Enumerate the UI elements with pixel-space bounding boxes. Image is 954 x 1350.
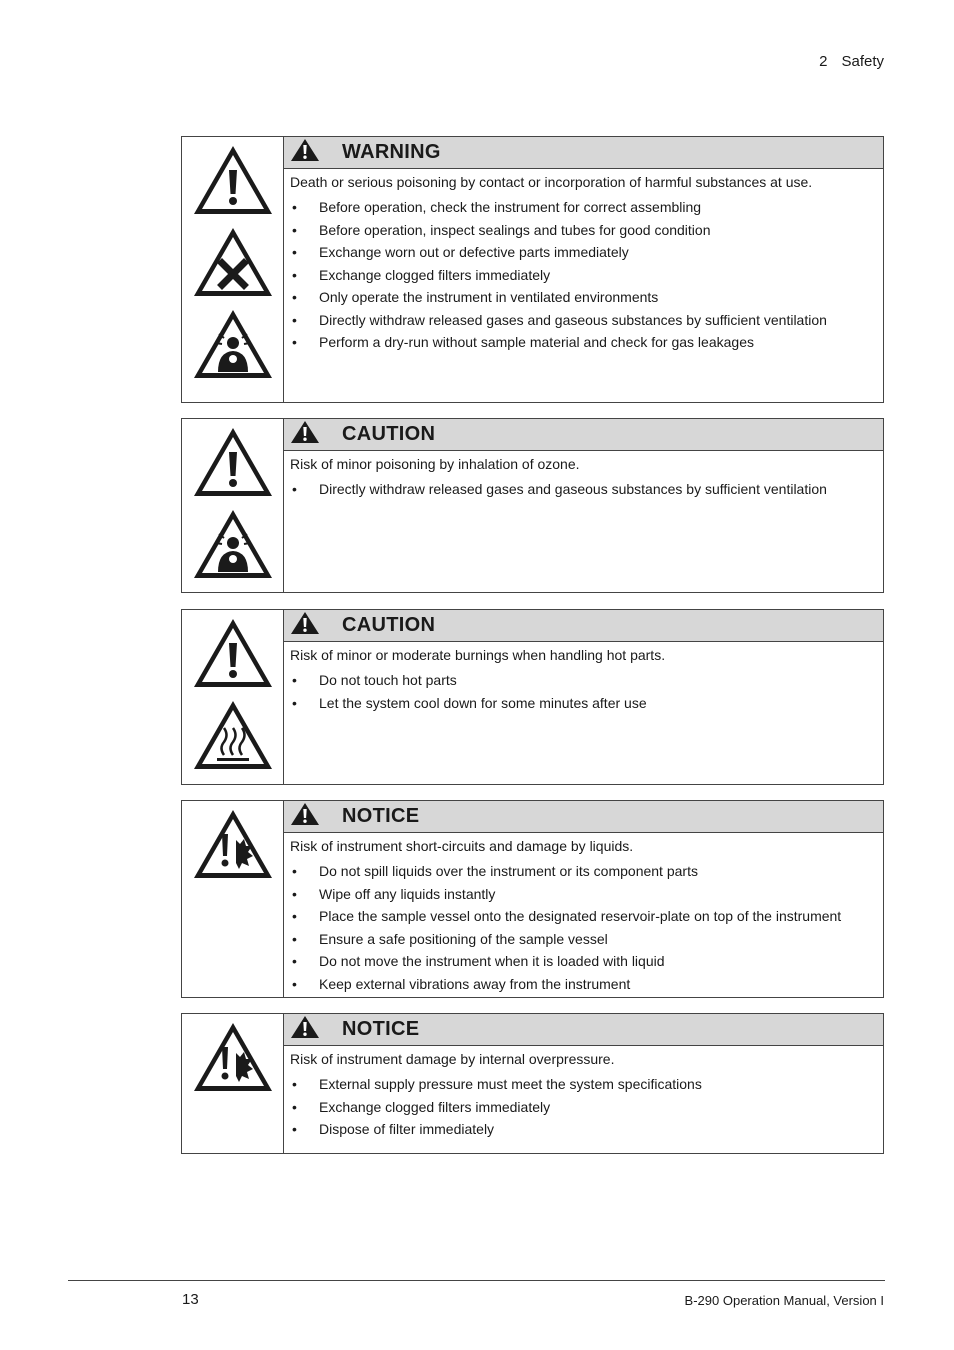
general-warning-icon	[191, 142, 275, 224]
notice-content	[284, 419, 883, 592]
harmful-substance-icon	[191, 224, 275, 306]
notice-content	[284, 801, 883, 997]
notice-description: Risk of instrument damage by internal overpressure.	[290, 1051, 615, 1067]
notice-title-bar	[284, 137, 883, 169]
list-item: • Ensure a safe positioning of the sample vessel	[290, 928, 877, 951]
notice-list	[284, 669, 883, 714]
notice-list	[284, 860, 883, 995]
notice-title: NOTICE	[342, 805, 420, 827]
hazard-icons-column	[182, 801, 284, 997]
list-item: • Wipe off any liquids instantly	[290, 883, 877, 906]
safety-notice-box	[181, 418, 884, 593]
manual-title: B-290 Operation Manual, Version I	[684, 1293, 884, 1308]
page-header	[805, 53, 884, 70]
notice-title-bar	[284, 419, 883, 451]
notice-list	[284, 1073, 883, 1141]
notice-title: WARNING	[342, 141, 441, 163]
notice-description: Risk of minor or moderate burnings when handling hot parts.	[290, 647, 666, 663]
instrument-damage-icon	[191, 1019, 275, 1101]
list-item: • Exchange worn out or defective parts immediately	[290, 241, 877, 264]
notice-title: CAUTION	[342, 614, 436, 636]
list-item: • Before operation, check the instrument for correct assembling	[290, 196, 877, 219]
list-item: • External supply pressure must meet the system specifications	[290, 1073, 877, 1096]
notice-title-bar	[284, 610, 883, 642]
warning-triangle-icon	[284, 420, 320, 449]
notice-title: NOTICE	[342, 1018, 420, 1040]
safety-notice-box	[181, 609, 884, 785]
toxic-gas-icon	[191, 306, 275, 388]
hot-surface-icon	[191, 697, 275, 779]
notice-description: Risk of minor poisoning by inhalation of ozone.	[290, 456, 580, 472]
hazard-icons-column	[182, 610, 284, 784]
notice-description: Risk of instrument short-circuits and damage by liquids.	[290, 838, 634, 854]
notice-title-bar	[284, 801, 883, 833]
instrument-damage-icon	[191, 806, 275, 888]
list-item: • Let the system cool down for some minutes after use	[290, 692, 877, 715]
notice-content	[284, 137, 883, 402]
footer-divider	[68, 1280, 885, 1281]
chapter-title: Safety	[841, 53, 884, 70]
list-item: • Place the sample vessel onto the designated reservoir-plate on top of the instrument	[290, 905, 877, 928]
notice-title-bar	[284, 1014, 883, 1046]
hazard-icons-column	[182, 137, 284, 402]
list-item: • Perform a dry-run without sample material and check for gas leakages	[290, 331, 877, 354]
list-item: • Exchange clogged filters immediately	[290, 264, 877, 287]
list-item: • Do not spill liquids over the instrument or its component parts	[290, 860, 877, 883]
list-item: • Do not move the instrument when it is loaded with liquid	[290, 950, 877, 973]
notice-description: Death or serious poisoning by contact or incorporation of harmful substances at use.	[290, 174, 813, 190]
hazard-icons-column	[182, 1014, 284, 1153]
hazard-icons-column	[182, 419, 284, 592]
list-item: • Keep external vibrations away from the instrument	[290, 973, 877, 996]
notice-list	[284, 196, 883, 354]
list-item: • Exchange clogged filters immediately	[290, 1096, 877, 1119]
list-item: • Dispose of filter immediately	[290, 1118, 877, 1141]
page-number: 13	[182, 1291, 199, 1308]
safety-notice-box	[181, 136, 884, 403]
notice-content	[284, 1014, 883, 1153]
general-warning-icon	[191, 424, 275, 506]
warning-triangle-icon	[284, 611, 320, 640]
list-item: • Before operation, inspect sealings and tubes for good condition	[290, 219, 877, 242]
notice-content	[284, 610, 883, 784]
toxic-gas-icon	[191, 506, 275, 588]
safety-notice-box	[181, 800, 884, 998]
list-item: • Do not touch hot parts	[290, 669, 877, 692]
notice-list	[284, 478, 883, 501]
warning-triangle-icon	[284, 802, 320, 831]
notice-title: CAUTION	[342, 423, 436, 445]
warning-triangle-icon	[284, 1015, 320, 1044]
list-item: • Directly withdraw released gases and gaseous substances by sufficient ventilation	[290, 309, 877, 332]
safety-notice-box	[181, 1013, 884, 1154]
general-warning-icon	[191, 615, 275, 697]
list-item: • Directly withdraw released gases and gaseous substances by sufficient ventilation	[290, 478, 877, 501]
list-item: • Only operate the instrument in ventilated environments	[290, 286, 877, 309]
chapter-number: 2	[819, 53, 828, 70]
warning-triangle-icon	[284, 138, 320, 167]
